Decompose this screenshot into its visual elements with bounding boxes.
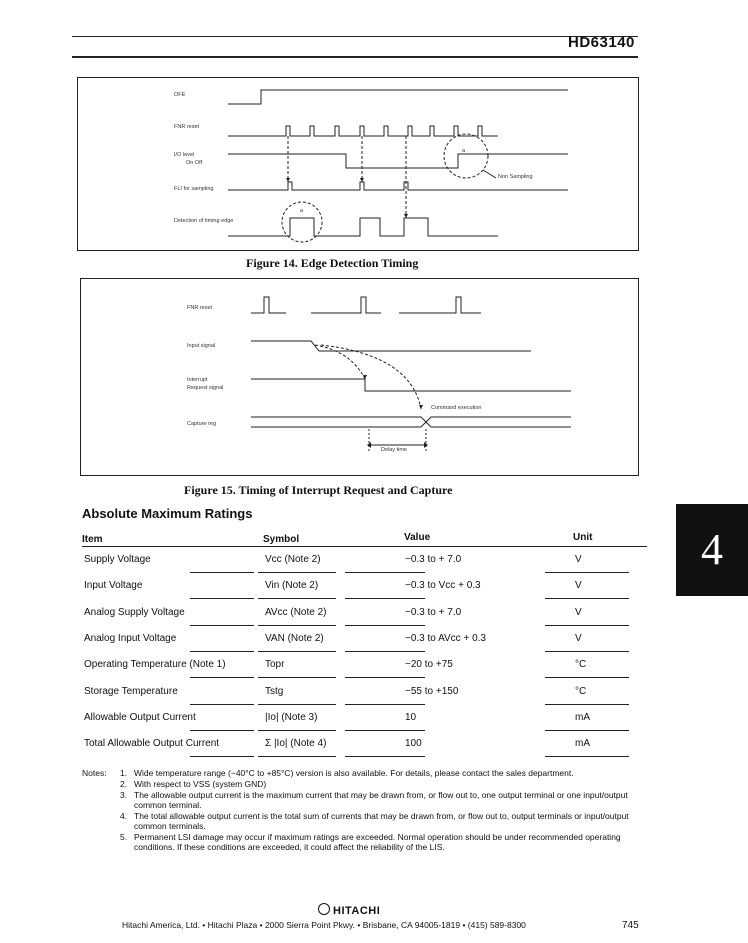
part-number: HD63140 [568, 34, 635, 51]
page-number: 745 [622, 920, 639, 931]
note-item [120, 779, 660, 789]
table-row-rule [345, 730, 425, 731]
note-text: The total allowable output current is the total sum of currents that may be drawn from, or flow out to, output terminals or input/output common terminals. [134, 811, 629, 831]
rating-unit: °C [575, 686, 587, 697]
rating-value: 10 [405, 712, 417, 723]
note-number: 5. [120, 832, 128, 842]
annotation-delay-time: Delay time [381, 447, 407, 453]
rating-unit: V [575, 554, 582, 565]
table-row-rule [345, 625, 425, 626]
table-row-rule [258, 756, 336, 757]
table-row-rule [545, 677, 629, 678]
rating-symbol: Topr [265, 659, 285, 670]
rating-value: −0.3 to + 7.0 [405, 607, 462, 618]
table-row-rule [545, 704, 629, 705]
table-row-rule [190, 677, 254, 678]
note-text: The allowable output current is the maximum current that may be drawn from, or flow out to, one output terminal or one input/output common terminal. [134, 790, 628, 810]
fnr-reset-pulse-2 [311, 297, 381, 313]
signal-label-detection: Detection of timing edge [174, 218, 234, 224]
rating-unit: mA [575, 712, 590, 723]
interrupt-timing-svg [81, 279, 638, 475]
hitachi-logo-text: HITACHI [333, 905, 381, 917]
table-row-rule [258, 677, 336, 678]
fnr-reset-pulse-3 [399, 297, 481, 313]
rating-value: 100 [405, 738, 422, 749]
rating-value: −0.3 to + 7.0 [405, 554, 462, 565]
table-row-rule [258, 598, 336, 599]
table-row-rule [258, 704, 336, 705]
table-row-rule [190, 756, 254, 757]
column-header-item: Item [82, 534, 103, 545]
signal-label-ofe: OFE [174, 92, 186, 98]
table-row-rule [545, 651, 629, 652]
rating-value: −20 to +75 [405, 659, 453, 670]
rating-item: Storage Temperature [84, 686, 178, 697]
rating-item: Allowable Output Current [84, 712, 196, 723]
table-row-rule [545, 730, 629, 731]
fnr-reset-pulse-1 [251, 297, 286, 313]
rating-unit: °C [575, 659, 587, 670]
signal-label-input-signal: Input signal [187, 343, 216, 349]
rating-unit: V [575, 607, 582, 618]
input-signal-waveform [251, 341, 531, 351]
signal-label-capture-reg: Capture reg [187, 421, 217, 427]
table-row-rule [345, 572, 425, 573]
section-tab: 4 [676, 504, 748, 596]
column-header-unit: Unit [573, 532, 593, 543]
column-header-symbol: Symbol [263, 534, 300, 545]
figure-14-diagram [77, 77, 639, 251]
column-header-value: Value [404, 532, 431, 543]
note-number: 3. [120, 790, 128, 800]
table-row-rule [545, 625, 629, 626]
table-row-rule [345, 651, 425, 652]
note-item [120, 790, 660, 810]
table-row-rule [190, 730, 254, 731]
table-row-rule [190, 598, 254, 599]
rating-value: −0.3 to AVcc + 0.3 [405, 633, 486, 644]
hitachi-logo-icon [318, 903, 330, 915]
ratings-title: Absolute Maximum Ratings [82, 506, 253, 521]
rating-item: Analog Supply Voltage [84, 607, 185, 618]
table-row-rule [545, 756, 629, 757]
edge-detection-timing-svg [78, 78, 638, 250]
signal-label-io-sub: On Off [186, 160, 203, 166]
table-row-rule [545, 572, 629, 573]
annotation-a-left: a [300, 208, 304, 214]
rating-symbol: Vcc (Note 2) [265, 554, 321, 565]
note-text: With respect to VSS (system GND) [134, 779, 267, 789]
note-number: 1. [120, 768, 128, 778]
figure-15-diagram [80, 278, 639, 476]
table-row-rule [190, 704, 254, 705]
capture-upper [251, 417, 571, 427]
rating-symbol: AVcc (Note 2) [265, 607, 327, 618]
signal-label-fli: FLI for sampling [174, 186, 214, 192]
notes-list [120, 768, 660, 853]
notes-label: Notes: [82, 768, 107, 778]
table-row-rule [258, 730, 336, 731]
annotation-non-sampling: Non Sampling [498, 174, 533, 180]
annotation-a-right: a [462, 148, 466, 154]
note-number: 4. [120, 811, 128, 821]
table-row-rule [258, 625, 336, 626]
rating-symbol: |Io| (Note 3) [265, 712, 318, 723]
signal-label-fnr-reset-15: FNR reset [187, 305, 213, 311]
figure-14-caption: Figure 14. Edge Detection Timing [246, 256, 419, 270]
ofe-waveform [228, 90, 568, 104]
rating-symbol: VAN (Note 2) [265, 633, 324, 644]
figure-15-caption: Figure 15. Timing of Interrupt Request and Capture [184, 483, 453, 497]
table-row-rule [345, 598, 425, 599]
rating-value: −0.3 to Vcc + 0.3 [405, 580, 481, 591]
table-row-rule [345, 704, 425, 705]
rating-symbol: Σ |Io| (Note 4) [265, 738, 327, 749]
header-rule-bottom [72, 56, 638, 58]
note-number: 2. [120, 779, 128, 789]
hitachi-logo [318, 903, 380, 917]
rating-item: Operating Temperature (Note 1) [84, 659, 226, 670]
annotation-command-execution: Command execution [431, 405, 482, 411]
rating-symbol: Tstg [265, 686, 284, 697]
table-row-rule [345, 677, 425, 678]
detection-waveform [228, 218, 498, 236]
footer-address: Hitachi America, Ltd. • Hitachi Plaza • 2000 Sierra Point Pkwy. • Brisbane, CA 94005-1819 • (415) 589-8300 [122, 920, 526, 930]
capture-lower [251, 417, 571, 427]
note-item [120, 832, 660, 852]
rating-unit: V [575, 580, 582, 591]
signal-label-fnr-reset: FNR reset [174, 124, 200, 130]
table-row-rule [190, 625, 254, 626]
table-row-rule [190, 651, 254, 652]
rating-item: Analog Input Voltage [84, 633, 177, 644]
note-item [120, 768, 660, 778]
note-text: Permanent LSI damage may occur if maximum ratings are exceeded. Normal operation should be under recommended operating conditions. If these conditions are exceeded, it could affect the reliability of the LIS. [134, 832, 621, 852]
rating-unit: V [575, 633, 582, 644]
rating-symbol: Vin (Note 2) [265, 580, 319, 591]
rating-item: Total Allowable Output Current [84, 738, 220, 749]
signal-label-io-level: I/O level [174, 152, 195, 158]
header-rule-top [72, 36, 638, 37]
table-row-rule [545, 598, 629, 599]
note-item [120, 811, 660, 831]
rating-item: Input Voltage [84, 580, 143, 591]
table-row-rule [258, 651, 336, 652]
rating-unit: mA [575, 738, 590, 749]
rating-item: Supply Voltage [84, 554, 151, 565]
table-row-rule [190, 572, 254, 573]
signal-label-interrupt-sub: Request signal [187, 385, 224, 391]
signal-label-interrupt: Interrupt [187, 377, 208, 383]
io-level-waveform [228, 154, 568, 168]
note-text: Wide temperature range (−40°C to +85°C) version is also available. For details, please contact the sales department. [134, 768, 574, 778]
table-header-rule [82, 546, 647, 547]
table-row-rule [258, 572, 336, 573]
table-row-rule [345, 756, 425, 757]
rating-value: −55 to +150 [405, 686, 459, 697]
fli-waveform [228, 182, 568, 190]
fnr-reset-waveform [228, 126, 498, 136]
